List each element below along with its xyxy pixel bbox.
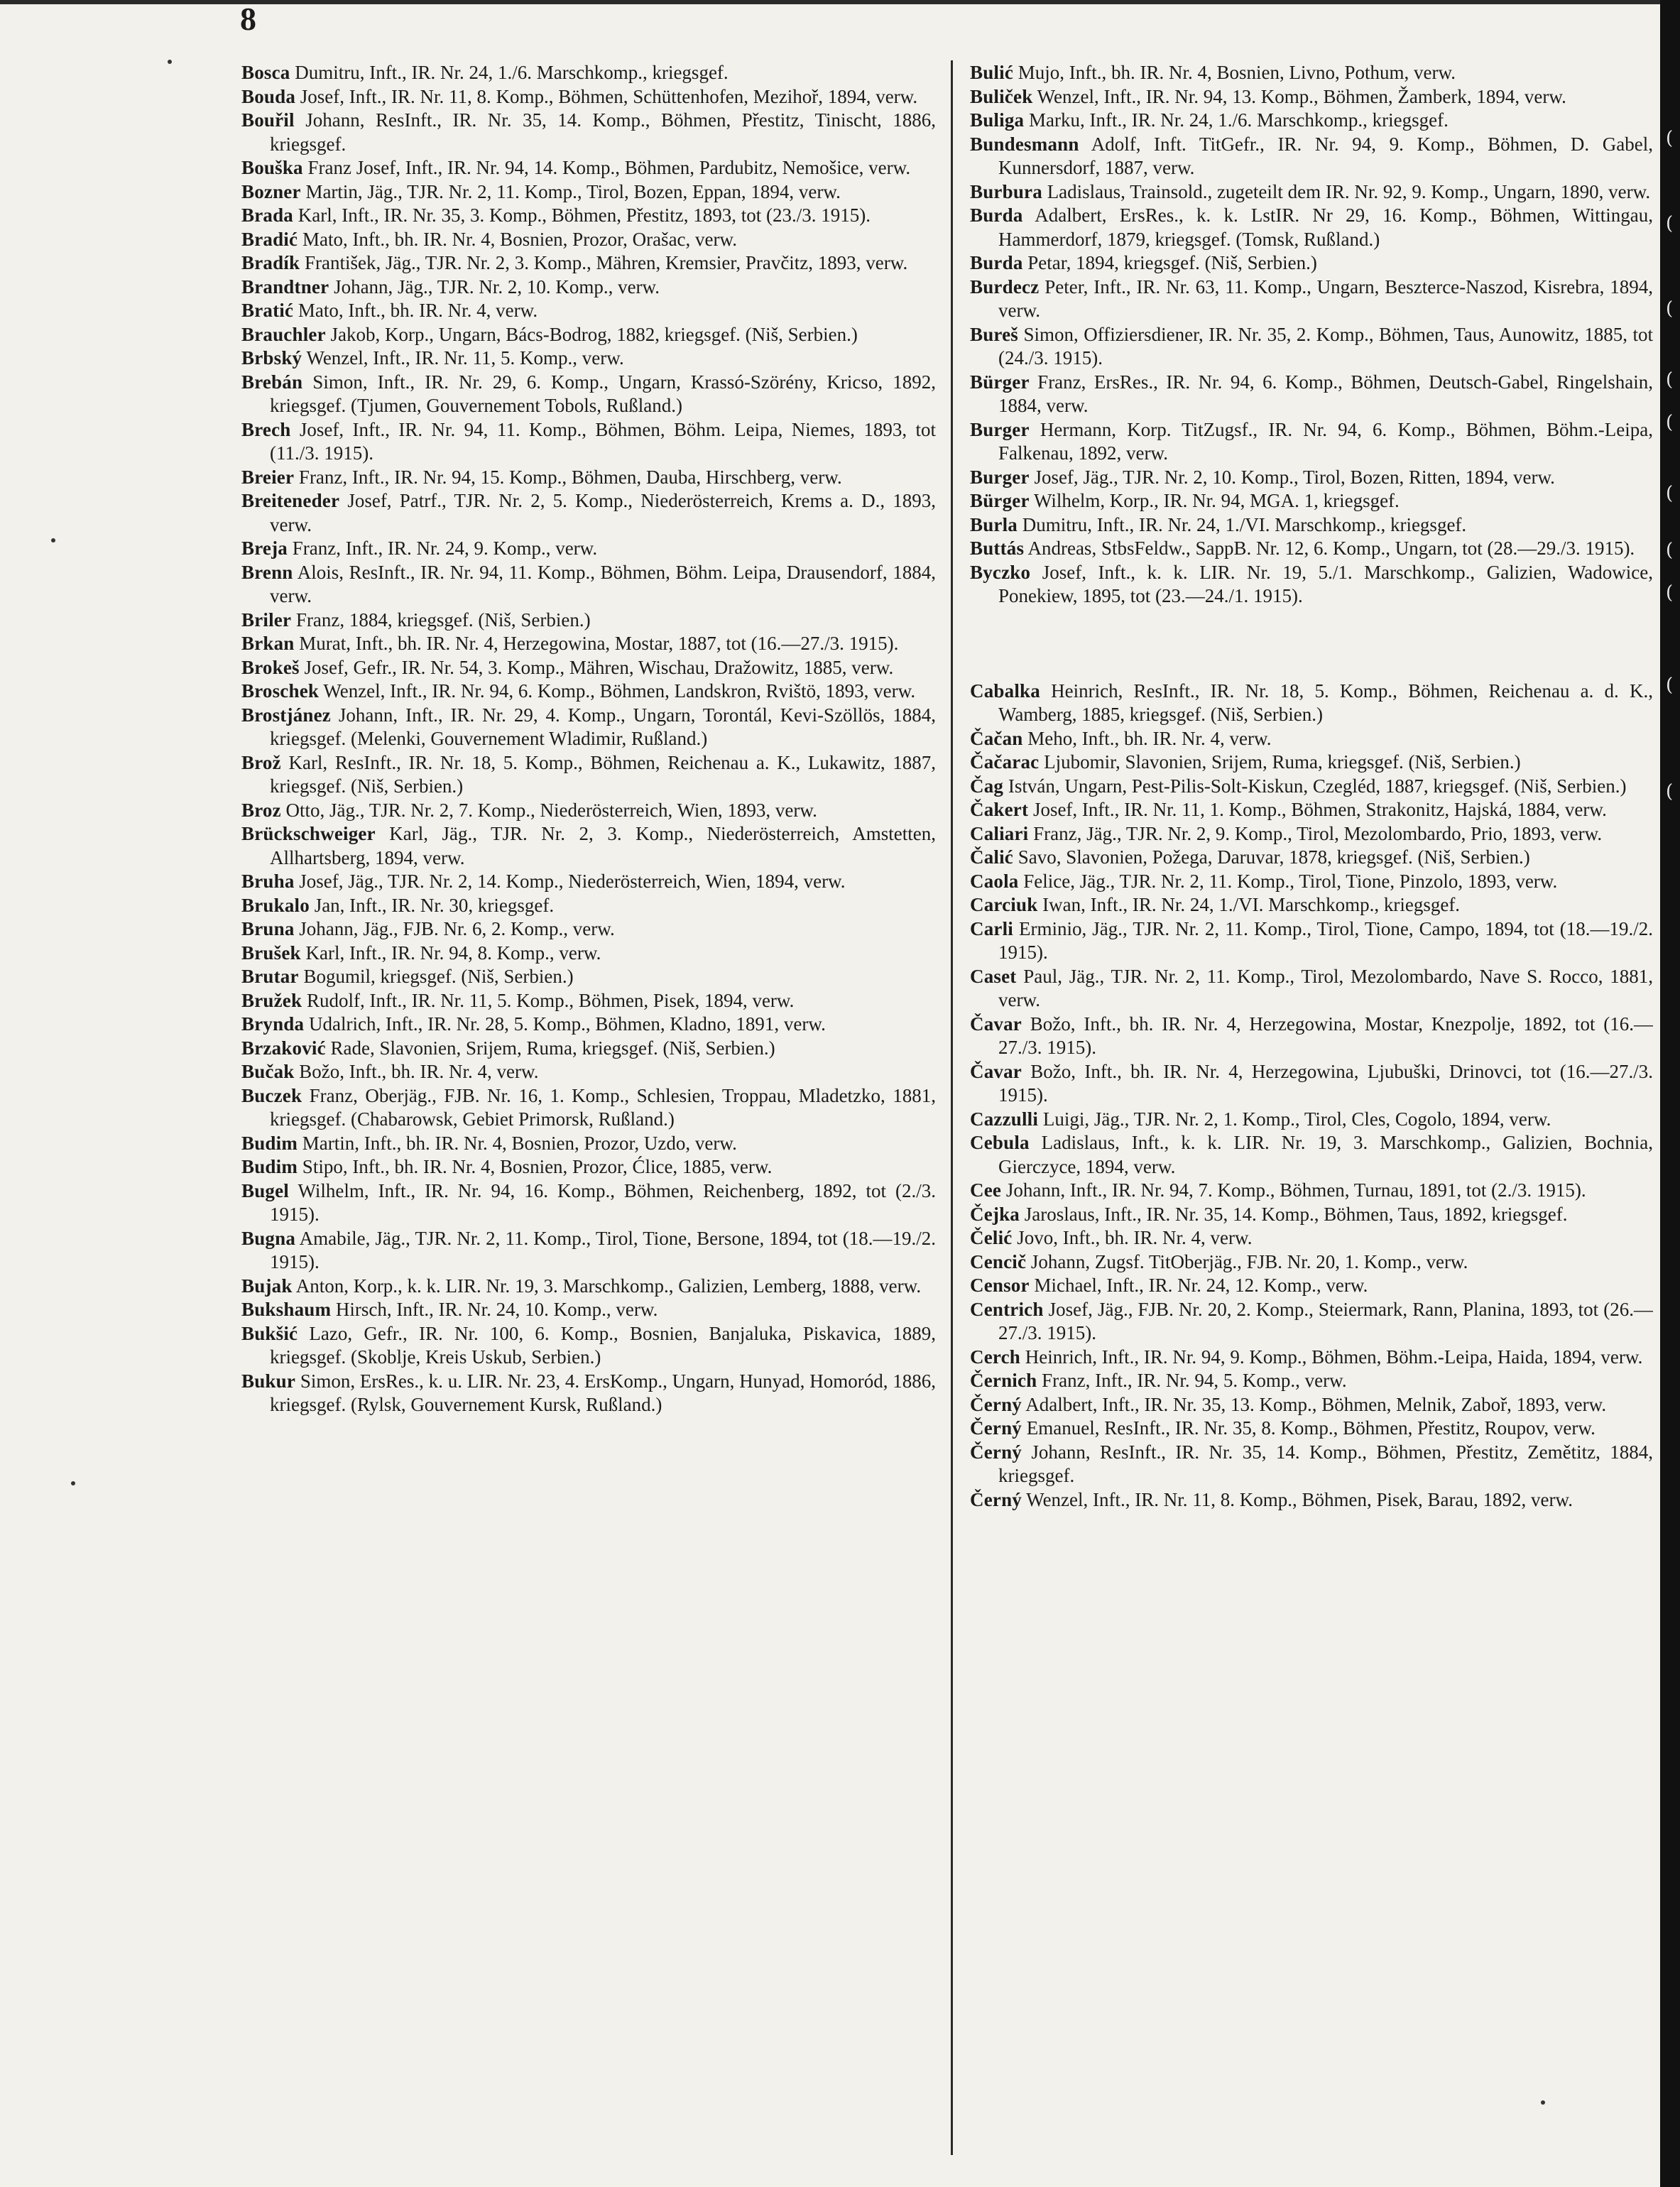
list-entry	[241, 965, 936, 989]
entry-surname: Černý	[970, 1393, 1022, 1415]
list-entry	[241, 751, 936, 799]
entry-details: Meho, Inft., bh. IR. Nr. 4, verw.	[1022, 727, 1272, 749]
entry-surname: Bouřil	[241, 109, 295, 131]
entry-details: Mato, Inft., bh. IR. Nr. 4, Bosnien, Prozor, Orašac, verw.	[298, 228, 738, 250]
entry-details: Wenzel, Inft., IR. Nr. 11, 5. Komp., verw.	[302, 347, 624, 369]
entry-surname: Caliari	[970, 822, 1029, 844]
entry-details: Božo, Inft., bh. IR. Nr. 4, verw.	[294, 1061, 539, 1082]
entry-details: Johann, ResInft., IR. Nr. 35, 14. Komp., Böhmen, Přestitz, Zemětitz, 1884, kriegsgef.	[998, 1441, 1653, 1486]
list-entry	[970, 371, 1653, 418]
entry-details: Karl, ResInft., IR. Nr. 18, 5. Komp., Böhmen, Reichenau a. K., Lukawitz, 1887, kriegsgef. (Niš, Serbien.)	[270, 751, 936, 797]
entry-surname: Bouda	[241, 85, 296, 107]
entry-surname: Brož	[241, 751, 281, 773]
entry-details: István, Ungarn, Pest-Pilis-Solt-Kiskun, Czegléd, 1887, kriegsgef. (Niš, Serbien.)	[1003, 775, 1627, 797]
entry-surname: Burger	[970, 418, 1030, 440]
list-entry	[970, 537, 1653, 561]
entry-surname: Bratić	[241, 300, 294, 321]
list-entry	[970, 251, 1653, 276]
entry-details: Murat, Inft., bh. IR. Nr. 4, Herzegowina, Mostar, 1887, tot (16.—27./3. 1915).	[294, 633, 899, 654]
list-entry	[241, 609, 936, 633]
entry-surname: Brynda	[241, 1013, 305, 1035]
entry-surname: Brbský	[241, 347, 302, 369]
list-entry	[970, 917, 1653, 965]
entry-surname: Bosca	[241, 62, 290, 83]
entry-details: Adalbert, Inft., IR. Nr. 35, 13. Komp., Böhmen, Melnik, Zaboř, 1893, verw.	[1021, 1393, 1607, 1415]
entry-details: Jakob, Korp., Ungarn, Bács-Bodrog, 1882, kriegsgef. (Niš, Serbien.)	[325, 323, 858, 345]
entry-surname: Čakert	[970, 799, 1029, 820]
list-entry	[970, 204, 1653, 251]
entry-surname: Bouška	[241, 157, 303, 178]
list-entry	[241, 1037, 936, 1061]
list-entry	[241, 632, 936, 656]
entry-details: Luigi, Jäg., TJR. Nr. 2, 1. Komp., Tirol, Cles, Cogolo, 1894, verw.	[1038, 1108, 1551, 1130]
entry-details: Alois, ResInft., IR. Nr. 94, 11. Komp., Böhmen, Böhm. Leipa, Drausendorf, 1884, verw.	[270, 561, 936, 606]
entry-surname: Carciuk	[970, 894, 1038, 915]
entry-surname: Bürger	[970, 371, 1030, 393]
entry-details: Peter, Inft., IR. Nr. 63, 11. Komp., Ungarn, Beszterce-Naszod, Kisrebra, 1894, verw.	[998, 276, 1653, 321]
entry-surname: Cebula	[970, 1132, 1030, 1153]
entry-surname: Brutar	[241, 966, 299, 987]
entry-details: Hermann, Korp. TitZugsf., IR. Nr. 94, 6. Komp., Böhmen, Böhm.-Leipa, Falkenau, 1892, verw.	[998, 418, 1653, 464]
entry-surname: Bureš	[970, 323, 1019, 345]
entry-surname: Čelić	[970, 1227, 1013, 1248]
list-entry	[241, 299, 936, 323]
entry-surname: Buczek	[241, 1084, 302, 1106]
list-entry	[241, 1132, 936, 1156]
speck	[168, 60, 172, 64]
list-entry	[970, 727, 1653, 751]
list-entry	[970, 680, 1653, 727]
list-entry	[241, 466, 936, 490]
list-entry	[241, 917, 936, 942]
entry-surname: Burda	[970, 252, 1023, 273]
entry-surname: Bukšić	[241, 1322, 298, 1344]
entry-surname: Bukshaum	[241, 1299, 332, 1320]
entry-surname: Buliga	[970, 109, 1025, 131]
list-entry	[241, 418, 936, 466]
entry-surname: Brenn	[241, 561, 293, 583]
entry-details: František, Jäg., TJR. Nr. 2, 3. Komp., Mähren, Kremsier, Pravčitz, 1893, verw.	[300, 252, 908, 273]
entry-surname: Burbura	[970, 180, 1042, 202]
entry-details: Wilhelm, Inft., IR. Nr. 94, 16. Komp., Böhmen, Reichenberg, 1892, tot (2./3. 1915).	[270, 1179, 936, 1225]
entry-surname: Brech	[241, 418, 291, 440]
entry-surname: Bulić	[970, 62, 1014, 83]
list-entry	[970, 466, 1653, 490]
entry-details: Wenzel, Inft., IR. Nr. 11, 8. Komp., Böhmen, Pisek, Barau, 1892, verw.	[1021, 1488, 1573, 1510]
entry-details: Wenzel, Inft., IR. Nr. 94, 6. Komp., Böhmen, Landskron, Rvištö, 1893, verw.	[319, 680, 916, 702]
entry-surname: Censor	[970, 1275, 1030, 1296]
list-entry	[241, 1060, 936, 1084]
entry-details: Simon, ErsRes., k. u. LIR. Nr. 23, 4. ErsKomp., Ungarn, Hunyad, Homoród, 1886, kriegsgef. (Rylsk, Gouvernement Kursk, Rußland.)	[270, 1370, 936, 1415]
entry-details: Anton, Korp., k. k. LIR. Nr. 19, 3. Marschkomp., Galizien, Lemberg, 1888, verw.	[292, 1275, 922, 1297]
list-entry	[241, 85, 936, 109]
list-entry	[970, 798, 1653, 822]
list-entry	[241, 1275, 936, 1299]
entry-details: Felice, Jäg., TJR. Nr. 2, 11. Komp., Tirol, Tione, Pinzolo, 1893, verw.	[1018, 870, 1558, 892]
list-entry	[241, 156, 936, 180]
entry-details: Božo, Inft., bh. IR. Nr. 4, Herzegowina, Mostar, Knezpolje, 1892, tot (16.—27./3. 1915).	[998, 1013, 1653, 1058]
entry-details: Dumitru, Inft., IR. Nr. 24, 1./6. Marschkomp., kriegsgef.	[290, 62, 729, 83]
right-column	[970, 61, 1653, 1512]
list-entry	[241, 1227, 936, 1275]
list-entry	[970, 561, 1653, 609]
list-entry	[241, 228, 936, 252]
entry-details: Lazo, Gefr., IR. Nr. 100, 6. Komp., Bosnien, Banjaluka, Piskavica, 1889, kriegsgef. (Skoblje, Kreis Uskub, Serbien.)	[270, 1322, 936, 1368]
list-entry	[241, 489, 936, 537]
entry-details: Franz, Inft., IR. Nr. 94, 15. Komp., Böhmen, Dauba, Hirschberg, verw.	[294, 466, 842, 488]
entry-details: Jovo, Inft., bh. IR. Nr. 4, verw.	[1012, 1227, 1253, 1248]
entry-surname: Brauchler	[241, 323, 326, 345]
entry-surname: Brückschweiger	[241, 823, 376, 844]
list-entry	[970, 1179, 1653, 1203]
entry-surname: Brebán	[241, 371, 303, 393]
list-entry	[241, 894, 936, 918]
entry-details: Johann, Zugsf. TitOberjäg., FJB. Nr. 20, 1. Komp., verw.	[1026, 1250, 1468, 1272]
entry-surname: Bruna	[241, 918, 295, 939]
entry-surname: Černich	[970, 1370, 1037, 1391]
list-entry	[241, 1370, 936, 1417]
list-entry	[970, 893, 1653, 917]
list-entry	[241, 822, 936, 870]
entry-surname: Čačan	[970, 727, 1023, 749]
list-entry	[241, 942, 936, 966]
list-entry	[241, 1155, 936, 1179]
list-entry	[241, 251, 936, 276]
entry-surname: Bujak	[241, 1275, 293, 1297]
entry-surname: Buliček	[970, 85, 1033, 107]
list-entry	[241, 1084, 936, 1132]
entry-details: Emanuel, ResInft., IR. Nr. 35, 8. Komp., Böhmen, Přestitz, Roupov, verw.	[1021, 1417, 1596, 1439]
list-entry	[241, 1179, 936, 1227]
list-entry	[241, 537, 936, 561]
entry-details: Franz Josef, Inft., IR. Nr. 94, 14. Komp., Böhmen, Pardubitz, Nemošice, verw.	[302, 157, 911, 178]
entry-surname: Čavar	[970, 1013, 1022, 1035]
entry-surname: Bozner	[241, 180, 301, 202]
entry-surname: Brzaković	[241, 1037, 326, 1059]
list-entry	[970, 1013, 1653, 1060]
entry-details: Andreas, StbsFeldw., SappB. Nr. 12, 6. Komp., Ungarn, tot (28.—29./3. 1915).	[1024, 538, 1635, 559]
list-entry	[970, 1131, 1653, 1179]
list-entry	[970, 1250, 1653, 1275]
entry-surname: Brada	[241, 204, 294, 226]
entry-surname: Broz	[241, 799, 281, 821]
column-divider	[951, 60, 953, 2155]
entry-surname: Caset	[970, 965, 1017, 987]
list-entry	[970, 276, 1653, 323]
list-entry	[241, 109, 936, 156]
entry-details: Otto, Jäg., TJR. Nr. 2, 7. Komp., Niederösterreich, Wien, 1893, verw.	[280, 799, 817, 821]
entry-details: Franz, 1884, kriegsgef. (Niš, Serbien.)	[291, 609, 591, 631]
entry-surname: Čalić	[970, 846, 1013, 868]
list-entry	[970, 846, 1653, 870]
list-entry	[970, 418, 1653, 466]
list-entry	[241, 180, 936, 204]
entry-surname: Caola	[970, 870, 1019, 892]
list-entry	[970, 1369, 1653, 1393]
list-entry	[970, 323, 1653, 371]
list-entry	[970, 1417, 1653, 1441]
entry-details: Erminio, Jäg., TJR. Nr. 2, 11. Komp., Tirol, Tione, Campo, 1894, tot (18.—19./2. 1915).	[998, 917, 1653, 963]
entry-details: Hirsch, Inft., IR. Nr. 24, 10. Komp., verw.	[331, 1299, 658, 1320]
entry-details: Stipo, Inft., bh. IR. Nr. 4, Bosnien, Prozor, Ćlice, 1885, verw.	[298, 1156, 773, 1177]
list-entry	[241, 323, 936, 347]
entry-details: Udalrich, Inft., IR. Nr. 28, 5. Komp., Böhmen, Kladno, 1891, verw.	[304, 1013, 826, 1035]
entry-details: Savo, Slavonien, Požega, Daruvar, 1878, kriegsgef. (Niš, Serbien.)	[1013, 846, 1530, 868]
entry-details: Franz, Oberjäg., FJB. Nr. 16, 1. Komp., Schlesien, Troppau, Mladetzko, 1881, kriegsgef. (Chabarowsk, Gebiet Primorsk, Rußland.)	[270, 1084, 936, 1130]
entry-details: Paul, Jäg., TJR. Nr. 2, 11. Komp., Tirol, Mezolombardo, Nave S. Rocco, 1881, verw.	[998, 965, 1653, 1010]
entry-surname: Broschek	[241, 680, 320, 702]
entry-details: Rudolf, Inft., IR. Nr. 11, 5. Komp., Böhmen, Pisek, 1894, verw.	[302, 989, 795, 1011]
entry-surname: Burla	[970, 513, 1018, 535]
entry-details: Karl, Jäg., TJR. Nr. 2, 3. Komp., Niederösterreich, Amstetten, Allhartsberg, 1894, verw.	[270, 823, 936, 868]
entry-surname: Cee	[970, 1179, 1002, 1201]
page-number: 8	[240, 1, 256, 37]
list-entry	[241, 799, 936, 823]
entry-surname: Bugna	[241, 1227, 296, 1249]
entry-surname: Černý	[970, 1417, 1022, 1439]
entry-details: Franz, ErsRes., IR. Nr. 94, 6. Komp., Böhmen, Deutsch-Gabel, Ringelshain, 1884, verw.	[998, 371, 1653, 416]
entry-details: Johann, Jäg., FJB. Nr. 6, 2. Komp., verw.	[294, 918, 615, 939]
entry-details: Josef, Jäg., FJB. Nr. 20, 2. Komp., Steiermark, Rann, Planina, 1893, tot (26.—27./3. 1915).	[998, 1298, 1653, 1343]
entry-details: Josef, Inft., IR. Nr. 94, 11. Komp., Böhmen, Böhm. Leipa, Niemes, 1893, tot (11./3. 1915).	[270, 418, 936, 464]
entry-surname: Černý	[970, 1488, 1022, 1510]
entry-surname: Čag	[970, 775, 1004, 797]
entry-details: Rade, Slavonien, Srijem, Ruma, kriegsgef. (Niš, Serbien.)	[325, 1037, 775, 1059]
entry-details: Josef, Inft., IR. Nr. 11, 1. Komp., Böhmen, Strakonitz, Hajská, 1884, verw.	[1028, 799, 1607, 820]
entry-surname: Černý	[970, 1441, 1022, 1463]
entry-details: Ladislaus, Inft., k. k. LIR. Nr. 19, 3. Marschkomp., Galizien, Bochnia, Gierczyce, 1894, verw.	[998, 1132, 1653, 1177]
list-entry	[970, 965, 1653, 1013]
speck	[51, 538, 55, 542]
entry-details: Heinrich, Inft., IR. Nr. 94, 9. Komp., Böhmen, Böhm.-Leipa, Haida, 1894, verw.	[1020, 1346, 1643, 1368]
entry-details: Amabile, Jäg., TJR. Nr. 2, 11. Komp., Tirol, Tione, Bersone, 1894, tot (18.—19./2. 1915).	[270, 1227, 936, 1272]
list-entry	[241, 704, 936, 751]
list-entry	[970, 870, 1653, 894]
entry-details: Jan, Inft., IR. Nr. 30, kriegsgef.	[309, 894, 555, 916]
entry-surname: Budim	[241, 1132, 298, 1154]
list-entry	[970, 1393, 1653, 1417]
entry-details: Marku, Inft., IR. Nr. 24, 1./6. Marschkomp., kriegsgef.	[1024, 109, 1449, 131]
entry-surname: Cabalka	[970, 680, 1040, 702]
entry-surname: Centrich	[970, 1298, 1044, 1320]
entry-surname: Bružek	[241, 989, 302, 1011]
entry-surname: Bradík	[241, 252, 300, 273]
entry-surname: Byczko	[970, 561, 1031, 583]
list-entry	[970, 751, 1653, 775]
entry-surname: Brukalo	[241, 894, 310, 916]
entry-details: Josef, Jäg., TJR. Nr. 2, 14. Komp., Niederösterreich, Wien, 1894, verw.	[294, 871, 846, 892]
entry-details: Franz, Inft., IR. Nr. 24, 9. Komp., verw.	[287, 538, 598, 559]
list-entry	[241, 61, 936, 85]
section-b-continued	[970, 61, 1653, 609]
entry-surname: Bučak	[241, 1061, 295, 1082]
list-entry	[970, 1274, 1653, 1298]
entry-details: Petar, 1894, kriegsgef. (Niš, Serbien.)	[1022, 252, 1317, 273]
entry-details: Simon, Offiziersdiener, IR. Nr. 35, 2. Komp., Böhmen, Taus, Aunowitz, 1885, tot (24./3. 1915).	[998, 323, 1653, 369]
left-column	[241, 61, 936, 1417]
entry-surname: Briler	[241, 609, 292, 631]
section-gap	[970, 609, 1653, 680]
list-entry	[970, 1298, 1653, 1346]
entry-details: Božo, Inft., bh. IR. Nr. 4, Herzegowina, Ljubuški, Drinovci, tot (16.—27./3. 1915).	[998, 1060, 1653, 1106]
entry-details: Mujo, Inft., bh. IR. Nr. 4, Bosnien, Livno, Pothum, verw.	[1013, 62, 1456, 83]
entry-surname: Burdecz	[970, 276, 1040, 298]
list-entry	[241, 1322, 936, 1370]
list-entry	[241, 561, 936, 609]
list-entry	[241, 680, 936, 704]
entry-surname: Breier	[241, 466, 295, 488]
entry-details: Franz, Jäg., TJR. Nr. 2, 9. Komp., Tirol, Mezolombardo, Prio, 1893, verw.	[1028, 822, 1603, 844]
entry-details: Johann, Inft., IR. Nr. 94, 7. Komp., Böhmen, Turnau, 1891, tot (2./3. 1915).	[1001, 1179, 1586, 1201]
speck	[1541, 2100, 1545, 2105]
entry-details: Martin, Jäg., TJR. Nr. 2, 11. Komp., Tirol, Bozen, Eppan, 1894, verw.	[300, 180, 841, 202]
entry-details: Dumitru, Inft., IR. Nr. 24, 1./VI. Marschkomp., kriegsgef.	[1018, 513, 1467, 535]
list-entry	[241, 276, 936, 300]
entry-surname: Brušek	[241, 942, 301, 964]
entry-details: Iwan, Inft., IR. Nr. 24, 1./VI. Marschkomp., kriegsgef.	[1037, 894, 1461, 915]
section-c	[970, 680, 1653, 1512]
list-entry	[241, 204, 936, 228]
entry-details: Johann, Jäg., TJR. Nr. 2, 10. Komp., verw.	[329, 276, 660, 298]
list-entry	[241, 1013, 936, 1037]
list-entry	[970, 133, 1653, 180]
speck	[71, 1481, 75, 1485]
entry-details: Johann, Inft., IR. Nr. 29, 4. Komp., Ungarn, Torontál, Kevi-Szöllös, 1884, kriegsgef. (Melenki, Gouvernement Wladimir, Rußland.)	[270, 704, 936, 749]
entry-surname: Cazzulli	[970, 1108, 1039, 1130]
entry-details: Bogumil, kriegsgef. (Niš, Serbien.)	[298, 966, 574, 987]
entry-details: Adolf, Inft. TitGefr., IR. Nr. 94, 9. Komp., Böhmen, D. Gabel, Kunnersdorf, 1887, verw.	[998, 133, 1653, 178]
entry-surname: Breja	[241, 538, 288, 559]
list-entry	[970, 1346, 1653, 1370]
entry-surname: Bundesmann	[970, 133, 1079, 155]
entry-details: Martin, Inft., bh. IR. Nr. 4, Bosnien, Prozor, Uzdo, verw.	[298, 1132, 737, 1154]
entry-details: Ladislaus, Trainsold., zugeteilt dem IR. Nr. 92, 9. Komp., Ungarn, 1890, verw.	[1042, 180, 1651, 202]
list-entry	[970, 1203, 1653, 1227]
entry-details: Simon, Inft., IR. Nr. 29, 6. Komp., Ungarn, Krassó-Szörény, Kricso, 1892, kriegsgef. (Tjumen, Gouvernement Tobols, Rußland.)	[270, 371, 936, 416]
entry-details: Josef, Inft., k. k. LIR. Nr. 19, 5./1. Marschkomp., Galizien, Wadowice, Ponekiew, 1895, tot (23.—24./1. 1915).	[998, 561, 1653, 606]
entry-surname: Burda	[970, 204, 1023, 226]
list-entry	[241, 371, 936, 418]
entry-details: Josef, Inft., IR. Nr. 11, 8. Komp., Böhmen, Schüttenhofen, Mezihoř, 1894, verw.	[295, 85, 918, 107]
entry-details: Mato, Inft., bh. IR. Nr. 4, verw.	[293, 300, 538, 321]
entry-surname: Brokeš	[241, 656, 300, 678]
entry-surname: Carli	[970, 917, 1013, 939]
list-entry	[970, 1441, 1653, 1488]
entry-surname: Čavar	[970, 1060, 1022, 1082]
list-entry	[970, 513, 1653, 538]
list-entry	[241, 656, 936, 680]
list-entry	[970, 85, 1653, 109]
entry-surname: Bürger	[970, 490, 1030, 511]
list-entry	[241, 1298, 936, 1322]
list-entry	[241, 870, 936, 894]
entry-surname: Buttás	[970, 538, 1025, 559]
entry-details: Josef, Patrf., TJR. Nr. 2, 5. Komp., Niederösterreich, Krems a. D., 1893, verw.	[270, 490, 936, 535]
entry-surname: Čejka	[970, 1203, 1020, 1225]
entry-surname: Brandtner	[241, 276, 329, 298]
list-entry	[241, 347, 936, 371]
list-entry	[970, 822, 1653, 846]
entry-details: Franz, Inft., IR. Nr. 94, 5. Komp., verw.	[1037, 1370, 1347, 1391]
entry-details: Karl, Inft., IR. Nr. 94, 8. Komp., verw.	[300, 942, 601, 964]
entry-details: Josef, Jäg., TJR. Nr. 2, 10. Komp., Tirol, Bozen, Ritten, 1894, verw.	[1029, 466, 1555, 488]
entry-details: Jaroslaus, Inft., IR. Nr. 35, 14. Komp., Böhmen, Taus, 1892, kriegsgef.	[1020, 1203, 1568, 1225]
entry-surname: Bukur	[241, 1370, 296, 1392]
list-entry	[970, 109, 1653, 133]
entry-details: Wenzel, Inft., IR. Nr. 94, 13. Komp., Böhmen, Žamberk, 1894, verw.	[1032, 85, 1566, 107]
entry-surname: Budim	[241, 1156, 298, 1177]
page-right-edge	[1660, 0, 1680, 2187]
list-entry	[970, 775, 1653, 799]
entry-details: Ljubomir, Slavonien, Srijem, Ruma, kriegsgef. (Niš, Serbien.)	[1039, 751, 1521, 773]
list-entry	[970, 1108, 1653, 1132]
entry-details: Heinrich, ResInft., IR. Nr. 18, 5. Komp., Böhmen, Reichenau a. d. K., Wamberg, 1885, kriegsgef. (Niš, Serbien.)	[998, 680, 1653, 725]
entry-surname: Cerch	[970, 1346, 1020, 1368]
entry-details: Michael, Inft., IR. Nr. 24, 12. Komp., verw.	[1029, 1275, 1368, 1296]
entry-surname: Čačarac	[970, 751, 1040, 773]
list-entry	[970, 1226, 1653, 1250]
list-entry	[241, 989, 936, 1013]
entry-details: Adalbert, ErsRes., k. k. LstIR. Nr 29, 16. Komp., Böhmen, Wittingau, Hammerdorf, 1879, kriegsgef. (Tomsk, Rußland.)	[998, 204, 1653, 250]
entry-surname: Brostjánez	[241, 704, 331, 726]
list-entry	[970, 1488, 1653, 1512]
list-entry	[970, 489, 1653, 513]
entry-details: Johann, ResInft., IR. Nr. 35, 14. Komp., Böhmen, Přestitz, Tinischt, 1886, kriegsgef.	[270, 109, 936, 155]
entry-surname: Bruha	[241, 871, 295, 892]
entry-surname: Breiteneder	[241, 490, 340, 511]
entry-details: Wilhelm, Korp., IR. Nr. 94, MGA. 1, kriegsgef.	[1029, 490, 1400, 511]
entry-surname: Burger	[970, 466, 1030, 488]
entry-details: Josef, Gefr., IR. Nr. 54, 3. Komp., Mähren, Wischau, Dražowitz, 1885, verw.	[299, 656, 894, 678]
entry-surname: Cencič	[970, 1250, 1027, 1272]
entry-surname: Bugel	[241, 1179, 290, 1201]
list-entry	[970, 1060, 1653, 1108]
list-entry	[970, 61, 1653, 85]
entry-surname: Brkan	[241, 633, 295, 654]
list-entry	[970, 180, 1653, 204]
entry-surname: Bradić	[241, 228, 298, 250]
entry-details: Karl, Inft., IR. Nr. 35, 3. Komp., Böhmen, Přestitz, 1893, tot (23./3. 1915).	[293, 204, 871, 226]
